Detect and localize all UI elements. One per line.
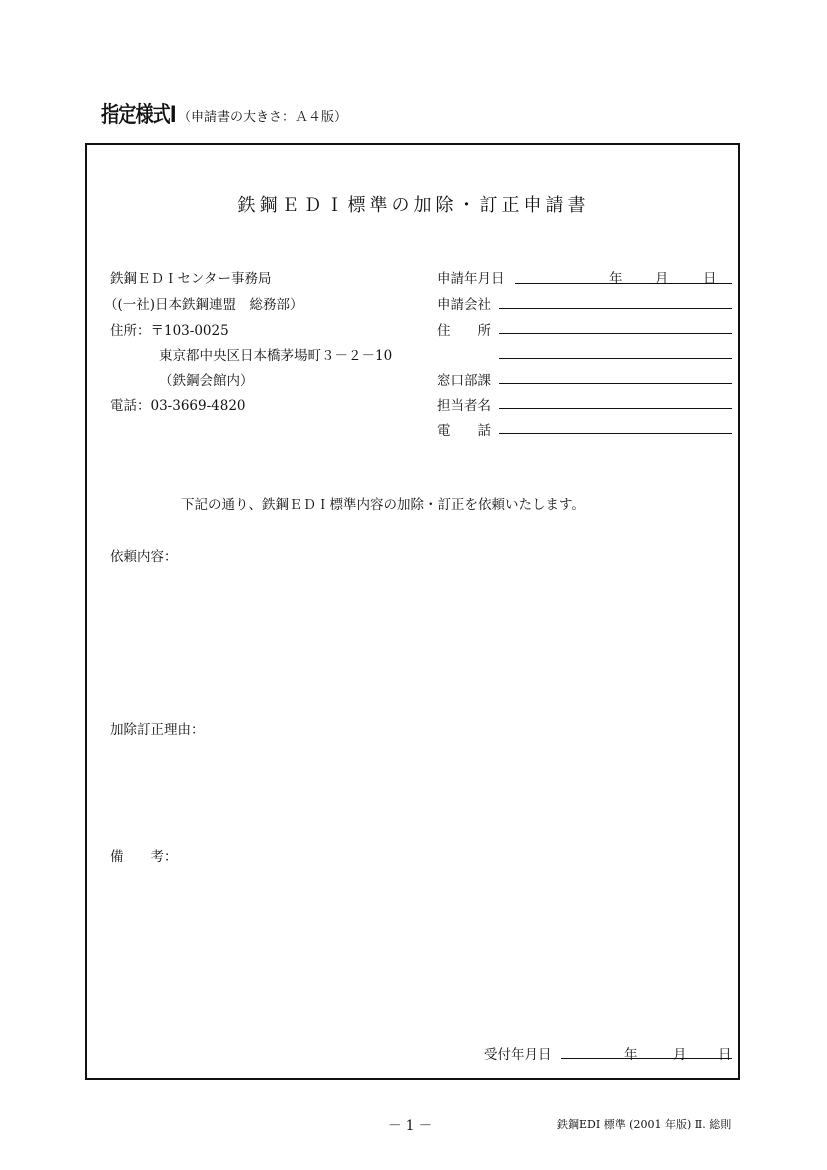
- company-field[interactable]: [499, 292, 732, 309]
- department-label: 窓口部課: [437, 373, 491, 389]
- receipt-month: 月: [673, 1047, 687, 1063]
- person-label: 担当者名: [437, 398, 491, 414]
- recipient-phone: 電話：03-3669-4820: [110, 398, 246, 414]
- address-label: 住 所: [437, 323, 491, 339]
- reason-label: 加除訂正理由：: [110, 722, 205, 738]
- receipt-field[interactable]: [561, 1041, 732, 1059]
- receipt-year: 年: [624, 1047, 638, 1063]
- recipient-line2: （(一社)日本鉄鋼連盟 総務部）: [104, 297, 304, 313]
- document-title: 鉄鋼ＥＤＩ標準の加除・訂正申請書: [237, 195, 590, 216]
- phone-label: 電 話: [437, 423, 491, 439]
- recipient-address-line1: 東京都中央区日本橋茅場町３－２－10: [159, 348, 393, 364]
- date-month: 月: [655, 271, 669, 287]
- recipient-address-line2: （鉄鋼会館内）: [159, 373, 254, 389]
- remarks-label: 備 考：: [110, 849, 178, 865]
- request-statement: 下記の通り、鉄鋼ＥＤＩ標準内容の加除・訂正を依頼いたします。: [181, 497, 585, 513]
- form-size-note: （申請書の大きさ：Ａ４版）: [178, 110, 348, 125]
- date-label: 申請年月日: [437, 271, 505, 287]
- request-content-label: 依頼内容：: [110, 549, 178, 565]
- person-field[interactable]: [499, 392, 732, 409]
- recipient-line1: 鉄鋼ＥＤＩセンター事務局: [110, 271, 272, 287]
- department-field[interactable]: [499, 367, 732, 384]
- receipt-label: 受付年月日: [484, 1047, 552, 1063]
- page-number: － 1 －: [388, 1118, 433, 1134]
- recipient-address-label: 住所：〒103-0025: [110, 323, 229, 339]
- form-label: 指定様式Ⅰ: [101, 103, 176, 128]
- footer-reference: 鉄鋼EDI 標準 (2001 年版) Ⅱ. 総則: [557, 1118, 732, 1131]
- address-field-2[interactable]: [499, 342, 732, 359]
- date-year: 年: [609, 271, 623, 287]
- address-field[interactable]: [499, 317, 732, 334]
- phone-field[interactable]: [499, 417, 732, 434]
- date-field[interactable]: [515, 266, 732, 284]
- date-day: 日: [703, 271, 717, 287]
- receipt-day: 日: [718, 1047, 732, 1063]
- company-label: 申請会社: [437, 297, 491, 313]
